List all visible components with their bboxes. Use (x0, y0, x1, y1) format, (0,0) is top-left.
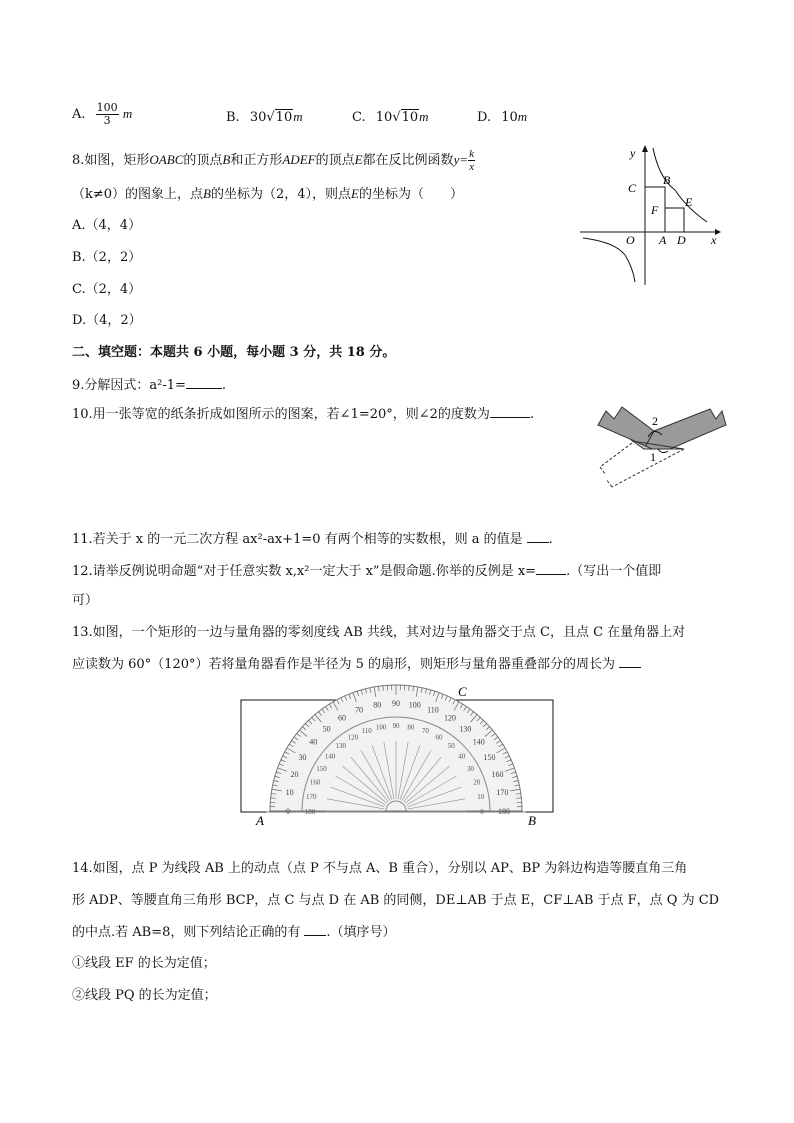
outer-scale-label: 150 (483, 753, 496, 762)
outer-scale-label: 170 (496, 788, 509, 798)
label-x: x (711, 233, 717, 247)
y-arrow-icon (642, 145, 648, 152)
outer-scale-label: 120 (444, 713, 456, 723)
inner-scale-label: 170 (306, 793, 317, 802)
text: （k≠0）的图象上，点 (72, 187, 204, 202)
label-f: F (651, 203, 659, 217)
question-text: 10.用一张等宽的纸条折成如图所示的图案，若∠1=20°，则∠2的度数为 (72, 407, 490, 422)
label-y: y (630, 146, 636, 160)
math-var: ADEF (282, 152, 316, 167)
q10-figure (592, 405, 732, 500)
outer-scale-label: 70 (355, 705, 364, 715)
text: 的顶点 (315, 153, 355, 168)
q8-figure (575, 140, 725, 290)
section-instructions: 本题共 6 小题，每小题 3 分，共 18 分。 (150, 345, 396, 360)
q7-option-c (352, 108, 429, 127)
q13-line2 (72, 655, 641, 674)
label-a: A (256, 813, 264, 828)
outer-scale-label: 100 (408, 700, 421, 710)
option-label: D. (477, 110, 492, 125)
inner-scale-label: 110 (361, 727, 372, 736)
inner-scale-label: 0 (480, 808, 484, 816)
outer-scale-label: 40 (309, 737, 318, 747)
label-o: O (626, 233, 635, 247)
inner-scale-label: 90 (392, 722, 400, 730)
inner-scale-label: 150 (316, 765, 327, 773)
q7-option-a (72, 102, 132, 127)
inner-scale-label: 160 (309, 778, 321, 787)
inner-scale-label: 140 (324, 752, 336, 761)
outer-scale-label: 110 (427, 705, 439, 715)
outer-scale-label: 130 (459, 724, 472, 734)
q14-item-2: ②线段 PQ 的长为定值； (72, 988, 217, 1003)
unit: m (517, 109, 528, 124)
text: 的坐标为（2，4），则点 (211, 187, 352, 202)
sqrt-icon: √ (392, 110, 401, 125)
inner-scale-label: 80 (407, 723, 415, 732)
text: . (548, 532, 553, 547)
outer-scale-label: 160 (491, 770, 504, 780)
question-text: 12.请举反例说明命题“对于任意实数 x,x²一定大于 x”是假命题.你举的反例是 x= (72, 564, 537, 579)
q14-item-1: ①线段 EF 的长为定值； (72, 956, 216, 971)
square-adef (665, 208, 684, 232)
question-number: 8. (72, 153, 85, 168)
fraction (96, 102, 119, 127)
answer-blank[interactable] (536, 562, 566, 575)
option-label: A. (72, 107, 86, 122)
q8-option-a: A.（4，4） (72, 218, 142, 233)
option-label: B. (226, 110, 240, 125)
label-b: B (663, 173, 671, 187)
inner-scale-label: 180 (304, 808, 316, 816)
dashed-line (600, 443, 632, 467)
answer-blank[interactable] (490, 405, 530, 418)
dashed-line (612, 449, 684, 487)
text: 都在反比例函数 (362, 153, 454, 168)
section-title: 二、填空题： (72, 345, 151, 360)
q8-stem-line2 (72, 185, 463, 204)
text: 的坐标为（ ） (359, 187, 464, 202)
label-a: A (659, 233, 667, 247)
q7-option-b (226, 108, 303, 127)
inner-scale-label: 100 (375, 723, 387, 732)
outer-scale-label: 180 (498, 807, 510, 816)
function-lhs: y= (453, 152, 469, 167)
inner-scale-label: 20 (473, 778, 481, 787)
angle-1-label: 1 (650, 450, 656, 464)
unit: m (419, 109, 429, 124)
math-var: E (354, 152, 363, 167)
math-var: B (203, 186, 211, 201)
outer-scale-label: 0 (286, 807, 290, 816)
q8-stem-line1 (72, 148, 475, 173)
curve-first-quadrant (653, 148, 707, 222)
question-text: 11.若关于 x 的一元二次方程 ax²-ax+1=0 有两个相等的实数根，则 a 的值是 (72, 532, 523, 547)
q13-protractor-figure (240, 683, 560, 828)
label-d: D (677, 233, 686, 247)
outer-scale-label: 10 (285, 788, 294, 798)
text: 和正方形 (230, 153, 283, 168)
inner-scale-label: 40 (458, 752, 466, 761)
math-var: B (222, 152, 231, 167)
function-fraction (468, 148, 475, 173)
label-b: B (528, 813, 536, 828)
q12-line1 (72, 562, 661, 581)
coefficient: 10 (375, 110, 393, 125)
q14-line2: 形 ADP、等腰直角三角形 BCP，点 C 与点 D 在 AB 的同侧，DE⊥AB 于点 E，CF⊥AB 于点 F，点 Q 为 CD (72, 893, 720, 908)
label-e: E (685, 195, 693, 209)
label-c: C (628, 181, 637, 195)
q10 (72, 405, 534, 424)
outer-scale-label: 20 (290, 770, 299, 780)
dashed-line (600, 467, 606, 475)
q14-line1: 14.如图，点 P 为线段 AB 上的动点（点 P 不与点 A、B 重合），分别以 AP、BP 为斜边构造等腰直角三角 (72, 861, 688, 876)
q8-option-d: D.（4，2） (72, 313, 142, 328)
question-text: 9.分解因式：a²-1= (72, 378, 186, 393)
text: 如图，矩形 (84, 153, 150, 168)
question-text: 应读数为 60°（120°）若将量角器看作是半径为 5 的扇形，则矩形与量角器重叠部分的周长为 (72, 657, 616, 672)
answer-blank[interactable] (527, 530, 549, 543)
answer-blank[interactable] (186, 376, 222, 389)
inner-scale-label: 70 (421, 727, 429, 736)
inner-scale-label: 130 (335, 742, 346, 751)
inner-scale-label: 120 (347, 733, 359, 742)
answer-blank[interactable] (304, 923, 326, 936)
inner-scale-label: 50 (447, 742, 455, 751)
fraction-numerator: k (469, 148, 474, 160)
outer-scale-label: 60 (338, 713, 346, 723)
q13-line1: 13.如图，一个矩形的一边与量角器的零刻度线 AB 共线，其对边与量角器交于点 C，且点 C 在量角器上对 (72, 625, 686, 640)
question-text: 的中点.若 AB=8，则下列结论正确的有 (72, 925, 301, 940)
inner-scale-label: 10 (477, 793, 485, 802)
outer-scale-label: 50 (322, 724, 331, 734)
label-c: C (458, 684, 467, 699)
q7-option-d (477, 108, 527, 127)
q14-line3 (72, 923, 396, 942)
answer-blank[interactable] (619, 655, 641, 668)
inner-scale-label: 30 (466, 765, 474, 773)
dashed-line (606, 479, 612, 487)
fraction-denominator: x (469, 161, 474, 173)
fraction-denominator: 3 (103, 114, 111, 127)
angle-1-arc (658, 449, 668, 453)
outer-scale-label: 30 (298, 753, 307, 762)
q9 (72, 376, 226, 395)
text: . (221, 378, 227, 393)
outer-scale-label: 90 (392, 699, 400, 708)
unit: m (293, 109, 303, 124)
angle-2-label: 2 (652, 414, 658, 428)
text: .（填序号） (326, 925, 396, 940)
outer-scale-label: 140 (472, 737, 485, 747)
fraction-numerator: 100 (96, 101, 118, 114)
q11 (72, 530, 553, 549)
unit: m (122, 106, 133, 121)
text: . (529, 407, 535, 422)
outer-scale-label: 80 (373, 700, 382, 710)
radicand: 10 (275, 110, 293, 125)
text: 的顶点 (183, 153, 223, 168)
coefficient: 30 (249, 110, 267, 125)
q8-option-b: B.（2，2） (72, 250, 142, 265)
value: 10 (501, 110, 518, 125)
math-var: OABC (149, 152, 184, 167)
inner-scale-label: 60 (435, 733, 443, 742)
section-2-header (72, 344, 395, 362)
radicand: 10 (401, 110, 419, 125)
sqrt-icon: √ (266, 110, 275, 125)
option-label: C. (352, 110, 366, 125)
text: .（写出一个值即 (566, 564, 662, 579)
q12-line2: 可） (72, 593, 99, 608)
q8-option-c: C.（2，4） (72, 282, 142, 297)
math-var: E (351, 186, 359, 201)
